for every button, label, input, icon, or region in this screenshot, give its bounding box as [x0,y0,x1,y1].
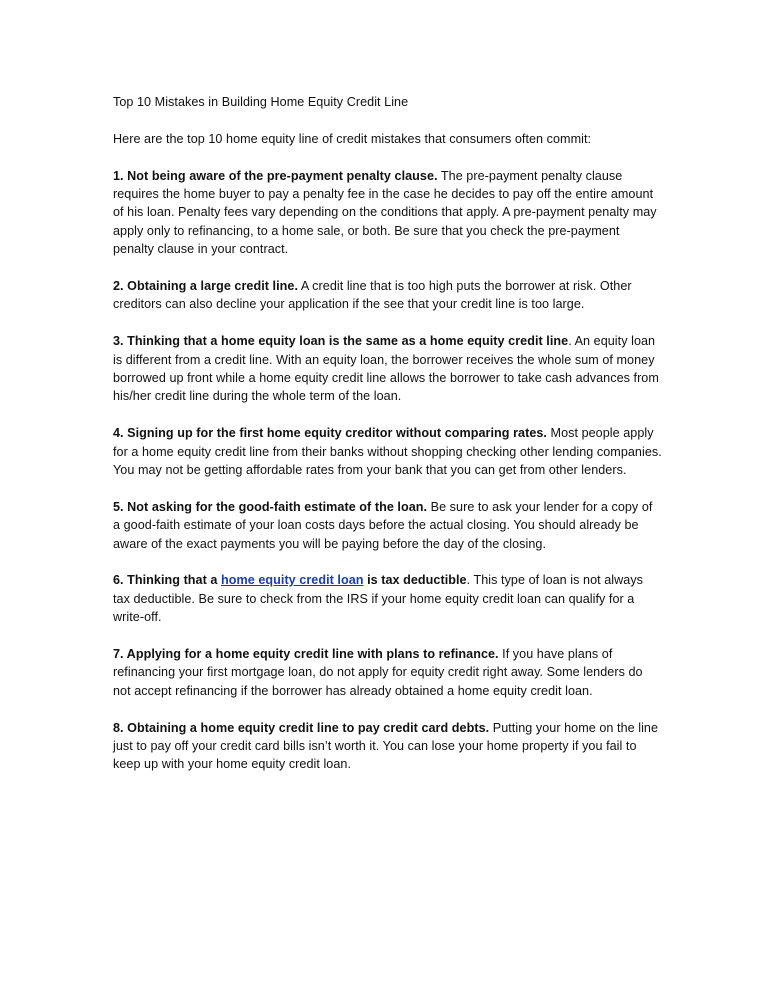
mistake-heading: 1. Not being aware of the pre-payment penalty clause. [113,168,438,183]
mistake-body: Be sure to ask your lender for a copy of a good-faith estimate of your loan costs days before the actual closing. You should already be aware of the exact payments you will be paying before the day of the closing. [113,499,653,551]
mistake-heading-pre: 6. Thinking that a [113,573,222,588]
mistake-heading-post: is tax deductible [363,573,467,588]
mistake-body: If you have plans of refinancing your first mortgage loan, do not apply for equity credit right away. Some lenders do not accept refinancing if the borrower has already obtained a home equity credit loan. [113,647,643,698]
mistake-body: The pre-payment penalty clause requires the home buyer to pay a penalty fee in the case he decides to pay off the entire amount of his loan. Penalty fees vary depending on the conditions that apply. A pre-payment penalty may apply only to refinancing, to a home sale, or both. Be sure that you check the pre-payment penalty clause in your contract. [113,168,657,257]
mistake-heading: 5. Not asking for the good-faith estimate of the loan. [113,499,428,514]
mistake-item-7 [113,645,663,700]
mistake-item-6 [113,571,663,626]
mistake-item-3 [113,332,663,406]
mistake-body: A credit line that is too high puts the borrower at risk. Other creditors can also decline your application if the see that your credit line is too large. [113,279,632,312]
mistake-body: Most people apply for a home equity credit line from their banks without shopping checking other lending companies. You may not be getting affordable rates from your bank that you can get from other lenders. [113,426,662,478]
document-page [113,93,663,792]
mistake-heading: 8. Obtaining a home equity credit line to pay credit card debts. [113,720,490,735]
mistake-heading: 3. Thinking that a home equity loan is the same as a home equity credit line [113,334,569,349]
mistake-item-2 [113,277,663,314]
mistake-item-5 [113,498,663,553]
mistake-body: . An equity loan is different from a credit line. With an equity loan, the borrower receives the whole sum of money borrowed up front while a home equity credit line allows the borrower to take cash advances from his/her credit line during the whole term of the loan. [113,334,659,404]
mistake-item-8 [113,719,663,774]
mistake-body: . This type of loan is not always tax deductible. Be sure to check from the IRS if your home equity credit loan can qualify for a write-off. [113,573,644,625]
mistake-heading: 2. Obtaining a large credit line. [113,279,299,294]
mistake-heading [113,573,467,587]
mistake-heading: 7. Applying for a home equity credit line with plans to refinance. [113,647,499,662]
home-equity-credit-loan-link[interactable]: home equity credit loan [221,573,364,588]
mistake-item-1 [113,167,663,259]
mistake-heading: 4. Signing up for the first home equity creditor without comparing rates. [113,426,547,441]
mistake-body: Putting your home on the line just to pay off your credit card bills isn’t worth it. You can lose your home property if you fail to keep up with your home equity credit loan. [113,720,659,772]
intro-paragraph: Here are the top 10 home equity line of credit mistakes that consumers often commit: [113,131,592,146]
mistake-item-4 [113,424,663,479]
document-title: Top 10 Mistakes in Building Home Equity Credit Line [113,95,409,109]
